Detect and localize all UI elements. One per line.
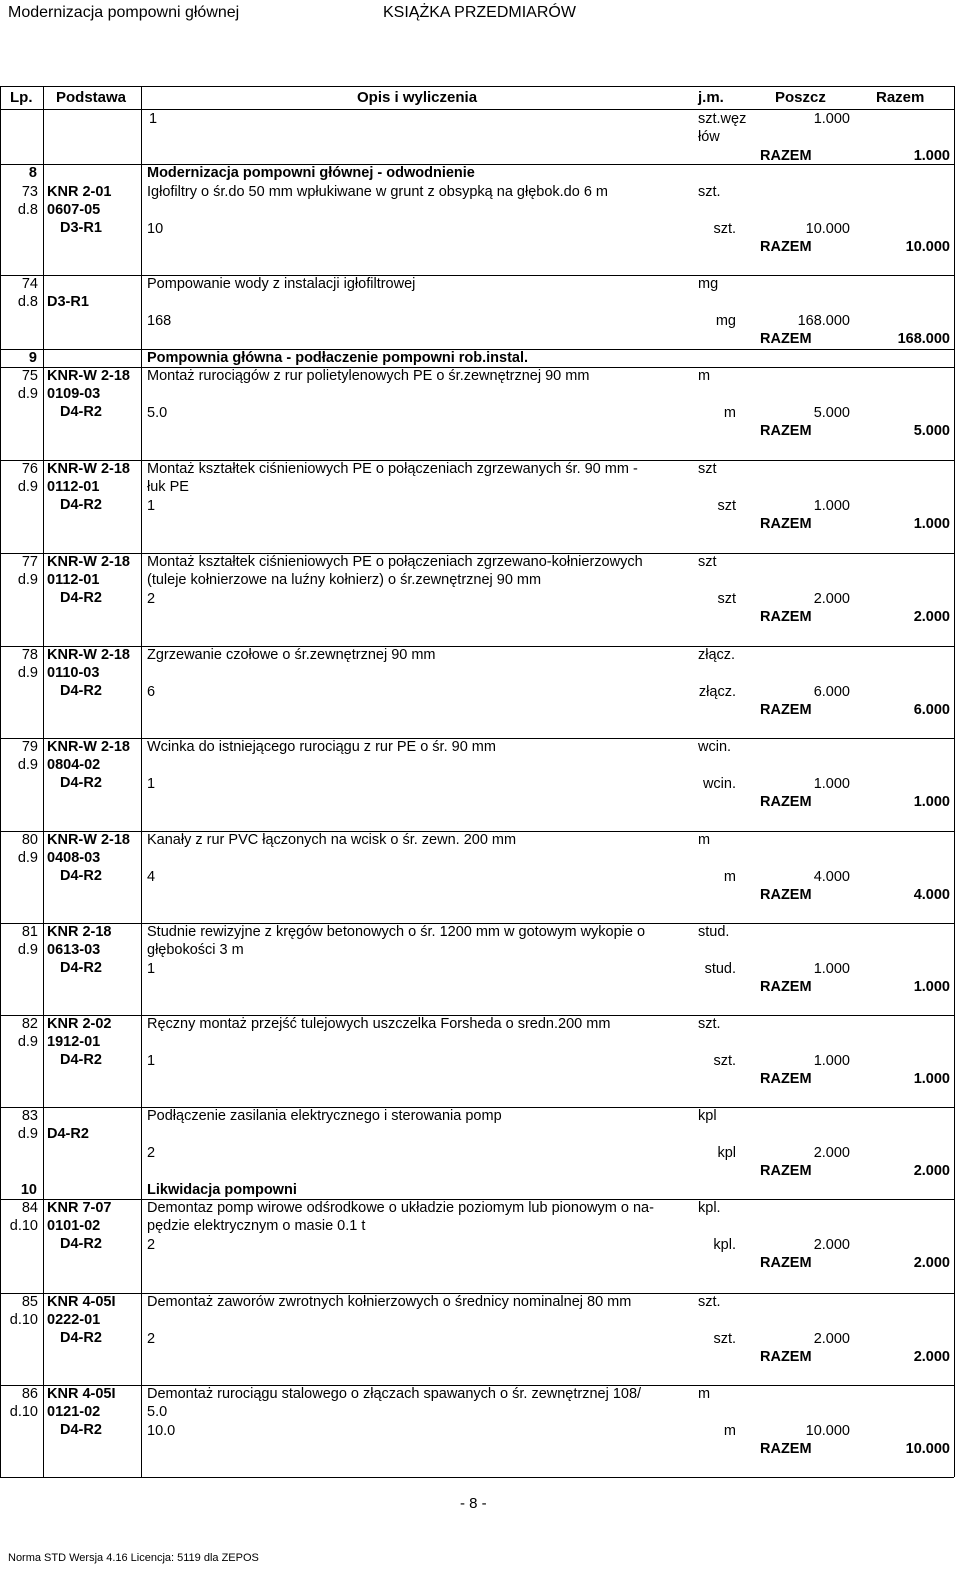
item-description-line: (tuleje kołnierzowe na luźny kołnierz) o śr.zewnętrznej 90 mm xyxy=(147,572,542,588)
item-razem: 4.000 xyxy=(913,887,950,903)
item-lp: 74 xyxy=(21,276,38,292)
item-quantity: 2 xyxy=(147,1331,156,1347)
item-podstawa-line: KNR 7-07 xyxy=(47,1200,112,1216)
section-number: 10 xyxy=(20,1182,37,1198)
row-divider xyxy=(0,349,954,350)
item-quantity: 5.0 xyxy=(147,405,168,421)
item-ref: d.9 xyxy=(17,850,38,866)
razem-label: RAZEM xyxy=(760,979,812,995)
razem-label: RAZEM xyxy=(760,1255,812,1271)
item-unit: złącz. xyxy=(698,647,736,663)
item-podstawa-line: D4-R2 xyxy=(60,868,102,884)
item-quantity: 1 xyxy=(147,961,156,977)
item-quantity-unit: wcin. xyxy=(702,776,736,792)
item-poszcz: 168.000 xyxy=(797,313,850,329)
item-podstawa-line: D4-R2 xyxy=(60,775,102,791)
item-poszcz: 1.000 xyxy=(813,961,850,977)
razem-label: RAZEM xyxy=(760,702,812,718)
page-number: - 8 - xyxy=(460,1495,487,1512)
item-ref: d.9 xyxy=(17,1034,38,1050)
item-podstawa-line: KNR 4-05I xyxy=(47,1294,116,1310)
item-lp: 84 xyxy=(21,1200,38,1216)
razem-label: RAZEM xyxy=(760,239,812,255)
item-ref: d.8 xyxy=(17,202,38,218)
item-ref: d.10 xyxy=(9,1218,38,1234)
item-description-line: głębokości 3 m xyxy=(147,942,244,958)
item-podstawa-line: D4-R2 xyxy=(47,1126,89,1142)
item-lp: 77 xyxy=(21,554,38,570)
item-razem: 1.000 xyxy=(913,979,950,995)
carry-qty: 1 xyxy=(149,111,158,127)
item-lp: 79 xyxy=(21,739,38,755)
carry-unit-cont: łów xyxy=(698,129,720,145)
item-podstawa-line: 0110-03 xyxy=(47,665,100,681)
item-podstawa-line: 0121-02 xyxy=(47,1404,101,1420)
item-description-line: Wcinka do istniejącego rurociągu z rur PE o śr. 90 mm xyxy=(147,739,496,755)
col-lp: Lp. xyxy=(10,89,33,106)
item-razem: 6.000 xyxy=(913,702,950,718)
item-podstawa-line: KNR 2-01 xyxy=(47,184,112,200)
item-unit: szt. xyxy=(698,1016,721,1032)
item-podstawa-line: D4-R2 xyxy=(60,497,102,513)
item-quantity: 2 xyxy=(147,1237,156,1253)
item-unit: szt xyxy=(698,554,717,570)
item-lp: 78 xyxy=(21,647,38,663)
item-description-line: Pompowanie wody z instalacji igłofiltrowej xyxy=(147,276,416,292)
item-podstawa-line: D4-R2 xyxy=(60,1330,102,1346)
item-razem: 10.000 xyxy=(905,1441,950,1457)
item-podstawa-line: 0408-03 xyxy=(47,850,101,866)
row-divider xyxy=(0,1477,954,1478)
carry-razem-label: RAZEM xyxy=(760,148,812,164)
item-podstawa-line: 1912-01 xyxy=(47,1034,101,1050)
item-podstawa-line: KNR 4-05I xyxy=(47,1386,116,1402)
item-podstawa-line: 0804-02 xyxy=(47,757,101,773)
item-poszcz: 1.000 xyxy=(813,776,850,792)
item-razem: 5.000 xyxy=(913,423,950,439)
item-quantity: 1 xyxy=(147,498,156,514)
row-divider xyxy=(0,164,954,165)
item-razem: 1.000 xyxy=(913,794,950,810)
section-title: Likwidacja pompowni xyxy=(147,1182,297,1198)
section-number: 8 xyxy=(28,165,37,181)
item-podstawa-line: D4-R2 xyxy=(60,1052,102,1068)
razem-label: RAZEM xyxy=(760,1163,812,1179)
item-podstawa-line: D4-R2 xyxy=(60,960,102,976)
item-quantity: 4 xyxy=(147,869,156,885)
item-description-line: Demontaż rurociągu stalowego o złączach spawanych o śr. zewnętrznej 108/ xyxy=(147,1386,642,1402)
item-podstawa-line: 0112-01 xyxy=(47,572,100,588)
item-quantity-unit: szt. xyxy=(713,1053,736,1069)
item-podstawa-line: 0112-01 xyxy=(47,479,100,495)
item-ref: d.9 xyxy=(17,942,38,958)
item-quantity-unit: m xyxy=(723,869,736,885)
item-poszcz: 2.000 xyxy=(813,591,850,607)
item-podstawa-line: D4-R2 xyxy=(60,1236,102,1252)
item-podstawa-line: 0109-03 xyxy=(47,386,101,402)
section-number: 9 xyxy=(28,350,37,366)
razem-label: RAZEM xyxy=(760,331,812,347)
item-lp: 86 xyxy=(21,1386,38,1402)
razem-label: RAZEM xyxy=(760,794,812,810)
item-podstawa-line: 0101-02 xyxy=(47,1218,101,1234)
item-lp: 85 xyxy=(21,1294,38,1310)
item-unit: stud. xyxy=(698,924,730,940)
section-title: Modernizacja pompowni głównej - odwodnienie xyxy=(147,165,475,181)
item-razem: 1.000 xyxy=(913,1071,950,1087)
header-document-title: KSIĄŻKA PRZEDMIARÓW xyxy=(383,4,576,21)
item-unit: mg xyxy=(698,276,719,292)
col-podstawa: Podstawa xyxy=(56,89,127,106)
item-lp: 81 xyxy=(21,924,38,940)
item-podstawa-line: D3-R1 xyxy=(47,294,89,310)
item-description-line: Zgrzewanie czołowe o śr.zewnętrznej 90 mm xyxy=(147,647,436,663)
item-unit: kpl. xyxy=(698,1200,721,1216)
item-podstawa-line: KNR-W 2-18 xyxy=(47,647,130,663)
item-poszcz: 6.000 xyxy=(813,684,850,700)
item-lp: 76 xyxy=(21,461,38,477)
item-podstawa-line: D4-R2 xyxy=(60,590,102,606)
razem-label: RAZEM xyxy=(760,1071,812,1087)
item-description-line: Demontaz pomp wirowe odśrodkowe o układzie poziomym lub pionowym o na- xyxy=(147,1200,654,1216)
header-project-title: Modernizacja pompowni głównej xyxy=(8,4,240,21)
item-description-line: Studnie rewizyjne z kręgów betonowych o śr. 1200 mm w gotowym wykopie o xyxy=(147,924,646,940)
item-podstawa-line: 0613-03 xyxy=(47,942,101,958)
item-description-line: łuk PE xyxy=(147,479,189,495)
item-ref: d.9 xyxy=(17,665,38,681)
carry-razem-value: 1.000 xyxy=(913,148,950,164)
item-ref: d.8 xyxy=(17,294,38,310)
item-ref: d.9 xyxy=(17,1126,38,1142)
carry-poszcz: 1.000 xyxy=(813,111,850,127)
item-unit: szt xyxy=(698,461,717,477)
item-quantity: 2 xyxy=(147,591,156,607)
item-quantity-unit: m xyxy=(723,405,736,421)
item-description-line: Montaż kształtek ciśnieniowych PE o połączeniach zgrzewanych śr. 90 mm - xyxy=(147,461,638,477)
item-quantity-unit: kpl xyxy=(717,1145,736,1161)
section-title: Pompownia główna - podłaczenie pompowni rob.instal. xyxy=(147,350,529,366)
item-quantity-unit: stud. xyxy=(704,961,736,977)
item-podstawa-line: 0222-01 xyxy=(47,1312,101,1328)
item-unit: m xyxy=(698,832,711,848)
item-unit: szt. xyxy=(698,1294,721,1310)
item-podstawa-line: KNR 2-18 xyxy=(47,924,112,940)
item-podstawa-line: D4-R2 xyxy=(60,683,102,699)
col-poszcz: Poszcz xyxy=(775,89,826,106)
item-lp: 80 xyxy=(21,832,38,848)
item-quantity: 1 xyxy=(147,1053,156,1069)
item-quantity-unit: m xyxy=(723,1423,736,1439)
razem-label: RAZEM xyxy=(760,1349,812,1365)
item-ref: d.10 xyxy=(9,1404,38,1420)
item-quantity: 10.0 xyxy=(147,1423,176,1439)
item-podstawa-line: KNR-W 2-18 xyxy=(47,368,130,384)
item-podstawa-line: KNR-W 2-18 xyxy=(47,461,130,477)
item-poszcz: 10.000 xyxy=(805,221,850,237)
carry-unit: szt.węz xyxy=(698,111,747,127)
item-razem: 168.000 xyxy=(897,331,950,347)
item-lp: 82 xyxy=(21,1016,38,1032)
footer-license: Norma STD Wersja 4.16 Licencja: 5119 dla ZEPOS xyxy=(8,1552,259,1564)
item-razem: 1.000 xyxy=(913,516,950,532)
item-ref: d.9 xyxy=(17,479,38,495)
item-razem: 2.000 xyxy=(913,1163,950,1179)
item-unit: kpl xyxy=(698,1108,717,1124)
item-quantity-unit: szt. xyxy=(713,221,736,237)
item-podstawa-line: KNR 2-02 xyxy=(47,1016,112,1032)
item-description-line: Podłączenie zasilania elektrycznego i sterowania pomp xyxy=(147,1108,502,1124)
item-poszcz: 2.000 xyxy=(813,1331,850,1347)
item-quantity-unit: szt xyxy=(717,498,736,514)
item-quantity-unit: kpl. xyxy=(713,1237,736,1253)
item-quantity: 2 xyxy=(147,1145,156,1161)
item-razem: 2.000 xyxy=(913,1349,950,1365)
item-podstawa-line: KNR-W 2-18 xyxy=(47,739,130,755)
item-description-line: Kanały z rur PVC łączonych na wcisk o śr. zewn. 200 mm xyxy=(147,832,517,848)
item-quantity-unit: szt. xyxy=(713,1331,736,1347)
row-divider xyxy=(0,275,954,276)
item-description-line: Montaż kształtek ciśnieniowych PE o połączeniach zgrzewano-kołnierzowych xyxy=(147,554,643,570)
item-description-line: pędzie elektrycznym o masie 0.1 t xyxy=(147,1218,366,1234)
item-description-line: Montaż rurociągów z rur polietylenowych PE o śr.zewnętrznej 90 mm xyxy=(147,368,590,384)
item-razem: 2.000 xyxy=(913,1255,950,1271)
item-quantity-unit: mg xyxy=(715,313,736,329)
item-lp: 83 xyxy=(21,1108,38,1124)
item-razem: 2.000 xyxy=(913,609,950,625)
item-lp: 75 xyxy=(21,368,38,384)
item-description-line: 5.0 xyxy=(147,1404,168,1420)
item-unit: m xyxy=(698,368,711,384)
item-poszcz: 4.000 xyxy=(813,869,850,885)
item-unit: szt. xyxy=(698,184,721,200)
col-opis: Opis i wyliczenia xyxy=(357,89,478,106)
item-unit: m xyxy=(698,1386,711,1402)
item-poszcz: 2.000 xyxy=(813,1237,850,1253)
item-podstawa-line: KNR-W 2-18 xyxy=(47,832,130,848)
item-quantity-unit: złącz. xyxy=(698,684,736,700)
item-quantity: 6 xyxy=(147,684,156,700)
item-lp: 73 xyxy=(21,184,38,200)
item-ref: d.10 xyxy=(9,1312,38,1328)
item-poszcz: 5.000 xyxy=(813,405,850,421)
item-podstawa-line: 0607-05 xyxy=(47,202,101,218)
item-quantity: 1 xyxy=(147,776,156,792)
item-description-line: Igłofiltry o śr.do 50 mm wpłukiwane w grunt z obsypką na głębok.do 6 m xyxy=(147,184,609,200)
item-description-line: Ręczny montaż przejść tulejowych uszczelka Forsheda o sredn.200 mm xyxy=(147,1016,611,1032)
item-quantity-unit: szt xyxy=(717,591,736,607)
item-poszcz: 1.000 xyxy=(813,498,850,514)
col-jm: j.m. xyxy=(698,89,724,106)
item-razem: 10.000 xyxy=(905,239,950,255)
item-unit: wcin. xyxy=(698,739,732,755)
col-razem: Razem xyxy=(876,89,925,106)
item-poszcz: 2.000 xyxy=(813,1145,850,1161)
razem-label: RAZEM xyxy=(760,609,812,625)
item-description-line: Demontaż zaworów zwrotnych kołnierzowych o średnicy nominalnej 80 mm xyxy=(147,1294,632,1310)
item-ref: d.9 xyxy=(17,386,38,402)
item-poszcz: 10.000 xyxy=(805,1423,850,1439)
razem-label: RAZEM xyxy=(760,516,812,532)
item-poszcz: 1.000 xyxy=(813,1053,850,1069)
row-divider xyxy=(0,646,954,647)
item-quantity: 168 xyxy=(147,313,172,329)
item-podstawa-line: KNR-W 2-18 xyxy=(47,554,130,570)
item-podstawa-line: D4-R2 xyxy=(60,1422,102,1438)
razem-label: RAZEM xyxy=(760,423,812,439)
razem-label: RAZEM xyxy=(760,1441,812,1457)
item-ref: d.9 xyxy=(17,757,38,773)
item-podstawa-line: D4-R2 xyxy=(60,404,102,420)
item-quantity: 10 xyxy=(147,221,164,237)
item-ref: d.9 xyxy=(17,572,38,588)
razem-label: RAZEM xyxy=(760,887,812,903)
item-podstawa-line: D3-R1 xyxy=(60,220,102,236)
